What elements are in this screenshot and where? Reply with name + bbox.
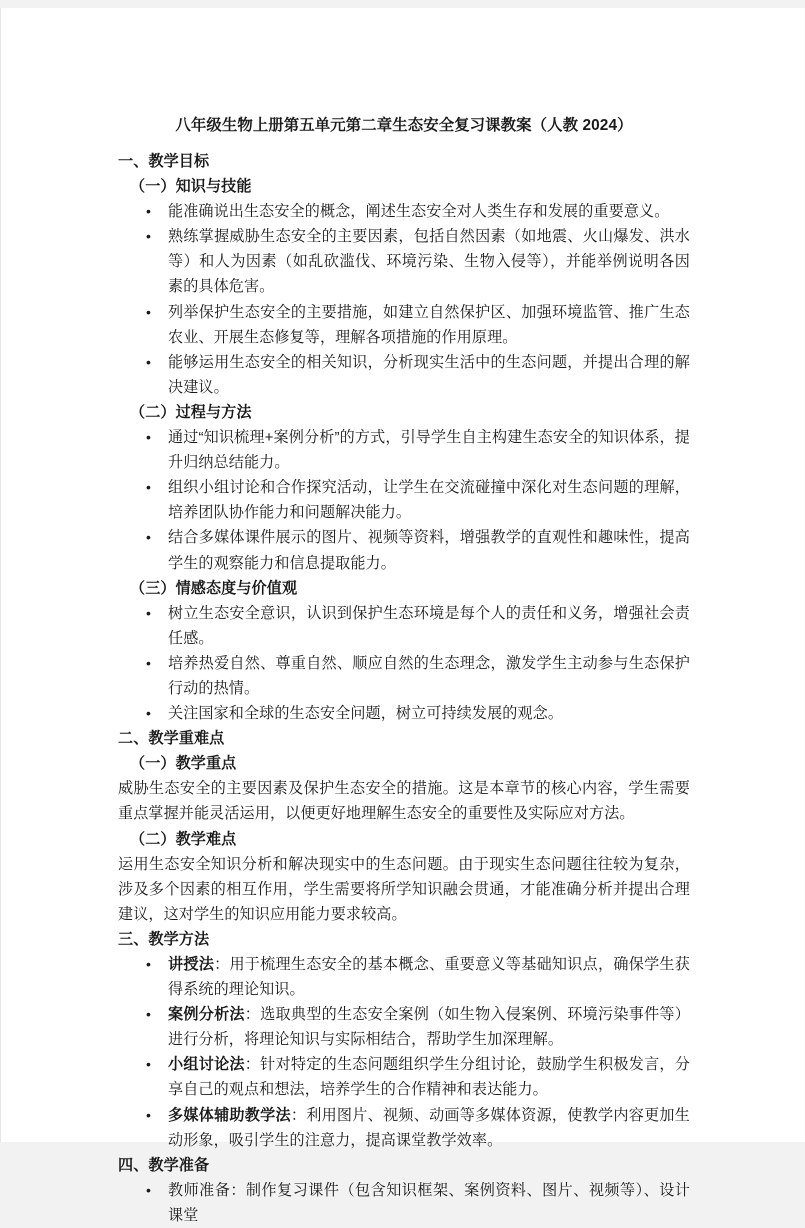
list-item-separator: ： — [244, 1056, 261, 1074]
list-item: • 能够运用生态安全的相关知识，分析现实生活中的生态问题，并提出合理的解决建议。 — [118, 350, 690, 400]
list-item-text: 选取典型的生态安全案例（如生物入侵案例、环境污染事件等）进行分析，将理论知识与实际相结合，帮助学生加深理解。 — [168, 1006, 690, 1049]
list-item-text: 用于梳理生态安全的基本概念、重要意义等基础知识点，确保学生获得系统的理论知识。 — [168, 956, 690, 999]
list-item: • 培养热爱自然、尊重自然、顺应自然的生态理念，激发学生主动参与生态保护行动的热情。 — [118, 651, 690, 701]
subsection-heading-1-1: （一）知识与技能 — [130, 178, 252, 196]
list-item: • 教师准备：制作复习课件（包含知识框架、案例资料、图片、视频等）、设计课堂 — [118, 1178, 690, 1228]
paragraph-2-2: 运用生态安全知识分析和解决现实中的生态问题。由于现实生态问题往往较为复杂，涉及多个因素的相互作用，学生需要将所学知识融会贯通，才能准确分析并提出合理建议，这对学生的知识应用能力要求较高。 — [118, 855, 690, 923]
list-item: • 能准确说出生态安全的概念，阐述生态安全对人类生存和发展的重要意义。 — [118, 199, 690, 224]
bullet-list-1-1 — [118, 199, 690, 400]
list-item — [118, 1052, 690, 1102]
list-item-separator: ： — [214, 956, 230, 973]
list-item: • 熟练掌握威胁生态安全的主要因素，包括自然因素（如地震、火山爆发、洪水等）和人为因素（如乱砍滥伐、环境污染、生物入侵等），并能举例说明各因素的具体危害。 — [118, 224, 690, 299]
page-title: 八年级生物上册第五单元第二章生态安全复习课教案（人教 2024） — [175, 117, 633, 134]
list-item: • 树立生态安全意识，认识到保护生态环境是每个人的责任和义务，增强社会责任感。 — [118, 601, 690, 651]
bullet-list-4 — [118, 1178, 690, 1228]
list-item-separator: ： — [244, 1006, 261, 1024]
subsection-heading-1-2: （二）过程与方法 — [130, 403, 252, 421]
list-item-label: 小组讨论法 — [168, 1056, 245, 1074]
paragraph-2-1: 威胁生态安全的主要因素及保护生态安全的措施。这是本章节的核心内容，学生需要重点掌握并能灵活运用，以便更好地理解生态安全的重要性及实际应对方法。 — [118, 780, 690, 823]
section-heading-1: 一、教学目标 — [118, 153, 210, 170]
bullet-list-1-2 — [118, 425, 690, 576]
section-heading-3: 三、教学方法 — [118, 930, 210, 948]
list-item — [118, 1002, 690, 1052]
list-item: • 结合多媒体课件展示的图片、视频等资料，增强教学的直观性和趣味性，提高学生的观察能力和信息提取能力。 — [118, 525, 690, 575]
list-item-label: 案例分析法 — [168, 1006, 245, 1024]
list-item: • 列举保护生态安全的主要措施，如建立自然保护区、加强环境监管、推广生态农业、开展生态修复等，理解各项措施的作用原理。 — [118, 300, 690, 350]
subsection-heading-2-1: （一）教学重点 — [130, 755, 237, 773]
list-item-text: 针对特定的生态问题组织学生分组讨论，鼓励学生积极发言，分享自己的观点和想法，培养学生的合作精神和表达能力。 — [168, 1056, 690, 1099]
list-item: • 通过“知识梳理+案例分析”的方式，引导学生自主构建生态安全的知识体系，提升归纳总结能力。 — [118, 425, 690, 475]
document-body — [118, 8, 690, 1228]
list-item: • 组织小组讨论和合作探究活动，让学生在交流碰撞中深化对生态问题的理解，培养团队协作能力和问题解决能力。 — [118, 475, 690, 525]
list-item-text: 利用图片、视频、动画等多媒体资源，使教学内容更加生动形象，吸引学生的注意力，提高课堂教学效率。 — [168, 1106, 690, 1149]
subsection-heading-1-3: （三）情感态度与价值观 — [130, 579, 298, 597]
section-heading-2: 二、教学重难点 — [118, 730, 225, 748]
list-item: • 关注国家和全球的生态安全问题，树立可持续发展的观念。 — [118, 701, 690, 726]
list-item-label: 多媒体辅助教学法 — [168, 1106, 291, 1124]
list-item — [118, 1103, 690, 1153]
list-item-label: 讲授法 — [168, 956, 215, 973]
document-page — [0, 8, 805, 1224]
bullet-list-3 — [118, 952, 690, 1153]
list-item-separator: ： — [290, 1106, 307, 1124]
bullet-list-1-3 — [118, 601, 690, 726]
list-item — [118, 952, 690, 1002]
section-heading-4: 四、教学准备 — [118, 1156, 210, 1174]
subsection-heading-2-2: （二）教学难点 — [130, 830, 237, 848]
